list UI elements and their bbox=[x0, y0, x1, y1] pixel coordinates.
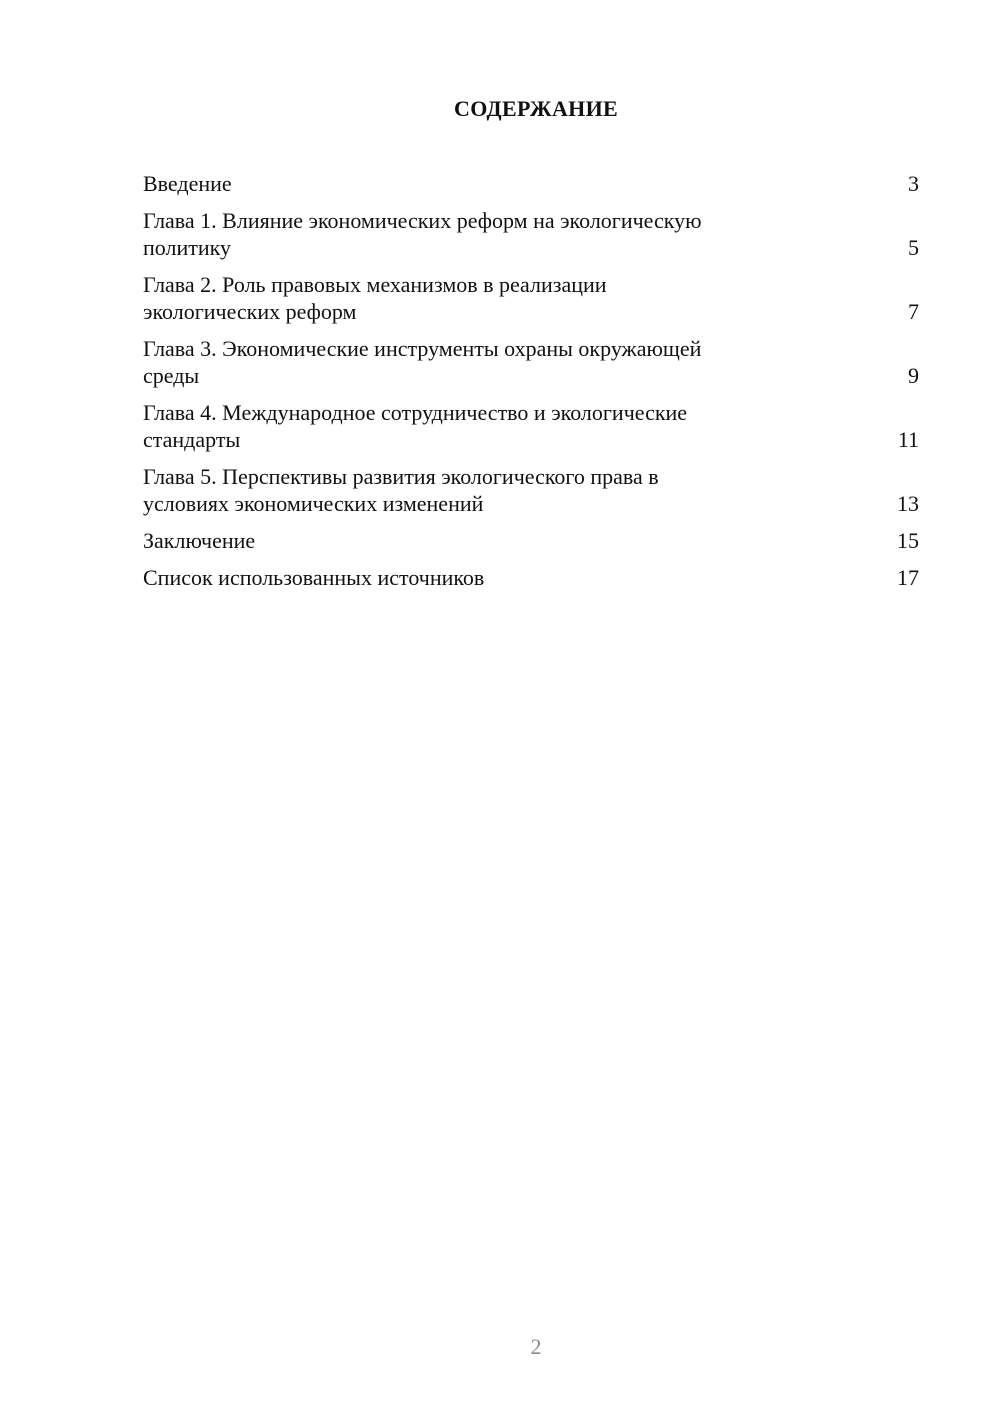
toc-entry-page: 17 bbox=[897, 565, 919, 590]
toc-entry-chapter-1[interactable] bbox=[143, 207, 919, 261]
toc-entry-text: Глава 1. Влияние экономических реформ на экологическую политику bbox=[143, 208, 702, 260]
toc-entry-page: 3 bbox=[908, 171, 919, 196]
page-title: СОДЕРЖАНИЕ bbox=[454, 96, 618, 121]
toc-entry-page: 7 bbox=[908, 299, 919, 324]
toc-entry-conclusion[interactable] bbox=[143, 527, 919, 554]
toc-entry-introduction[interactable] bbox=[143, 170, 919, 197]
toc-entry-text: Заключение bbox=[143, 528, 256, 553]
toc-entry-chapter-3[interactable] bbox=[143, 335, 919, 389]
toc-entry-text: Глава 3. Экономические инструменты охраны окружающей среды bbox=[143, 336, 702, 388]
toc-entry-page: 5 bbox=[908, 235, 919, 260]
toc-entry-page: 11 bbox=[897, 427, 919, 452]
page-number: 2 bbox=[530, 1334, 542, 1359]
table-of-contents bbox=[143, 170, 919, 601]
toc-entry-text: Список использованных источников bbox=[143, 565, 485, 590]
toc-entry-text: Введение bbox=[143, 171, 232, 196]
toc-entry-chapter-2[interactable] bbox=[143, 271, 919, 325]
toc-entry-page: 15 bbox=[897, 528, 919, 553]
toc-entry-references[interactable] bbox=[143, 564, 919, 591]
toc-entry-text: Глава 4. Международное сотрудничество и экологические стандарты bbox=[143, 400, 688, 452]
toc-entry-page: 13 bbox=[897, 491, 919, 516]
toc-entry-text: Глава 5. Перспективы развития экологического права в условиях экономических изменений bbox=[143, 464, 659, 516]
toc-entry-text: Глава 2. Роль правовых механизмов в реализации экологических реформ bbox=[143, 272, 607, 324]
toc-entry-chapter-4[interactable] bbox=[143, 399, 919, 453]
toc-entry-chapter-5[interactable] bbox=[143, 463, 919, 517]
toc-entry-page: 9 bbox=[908, 363, 919, 388]
